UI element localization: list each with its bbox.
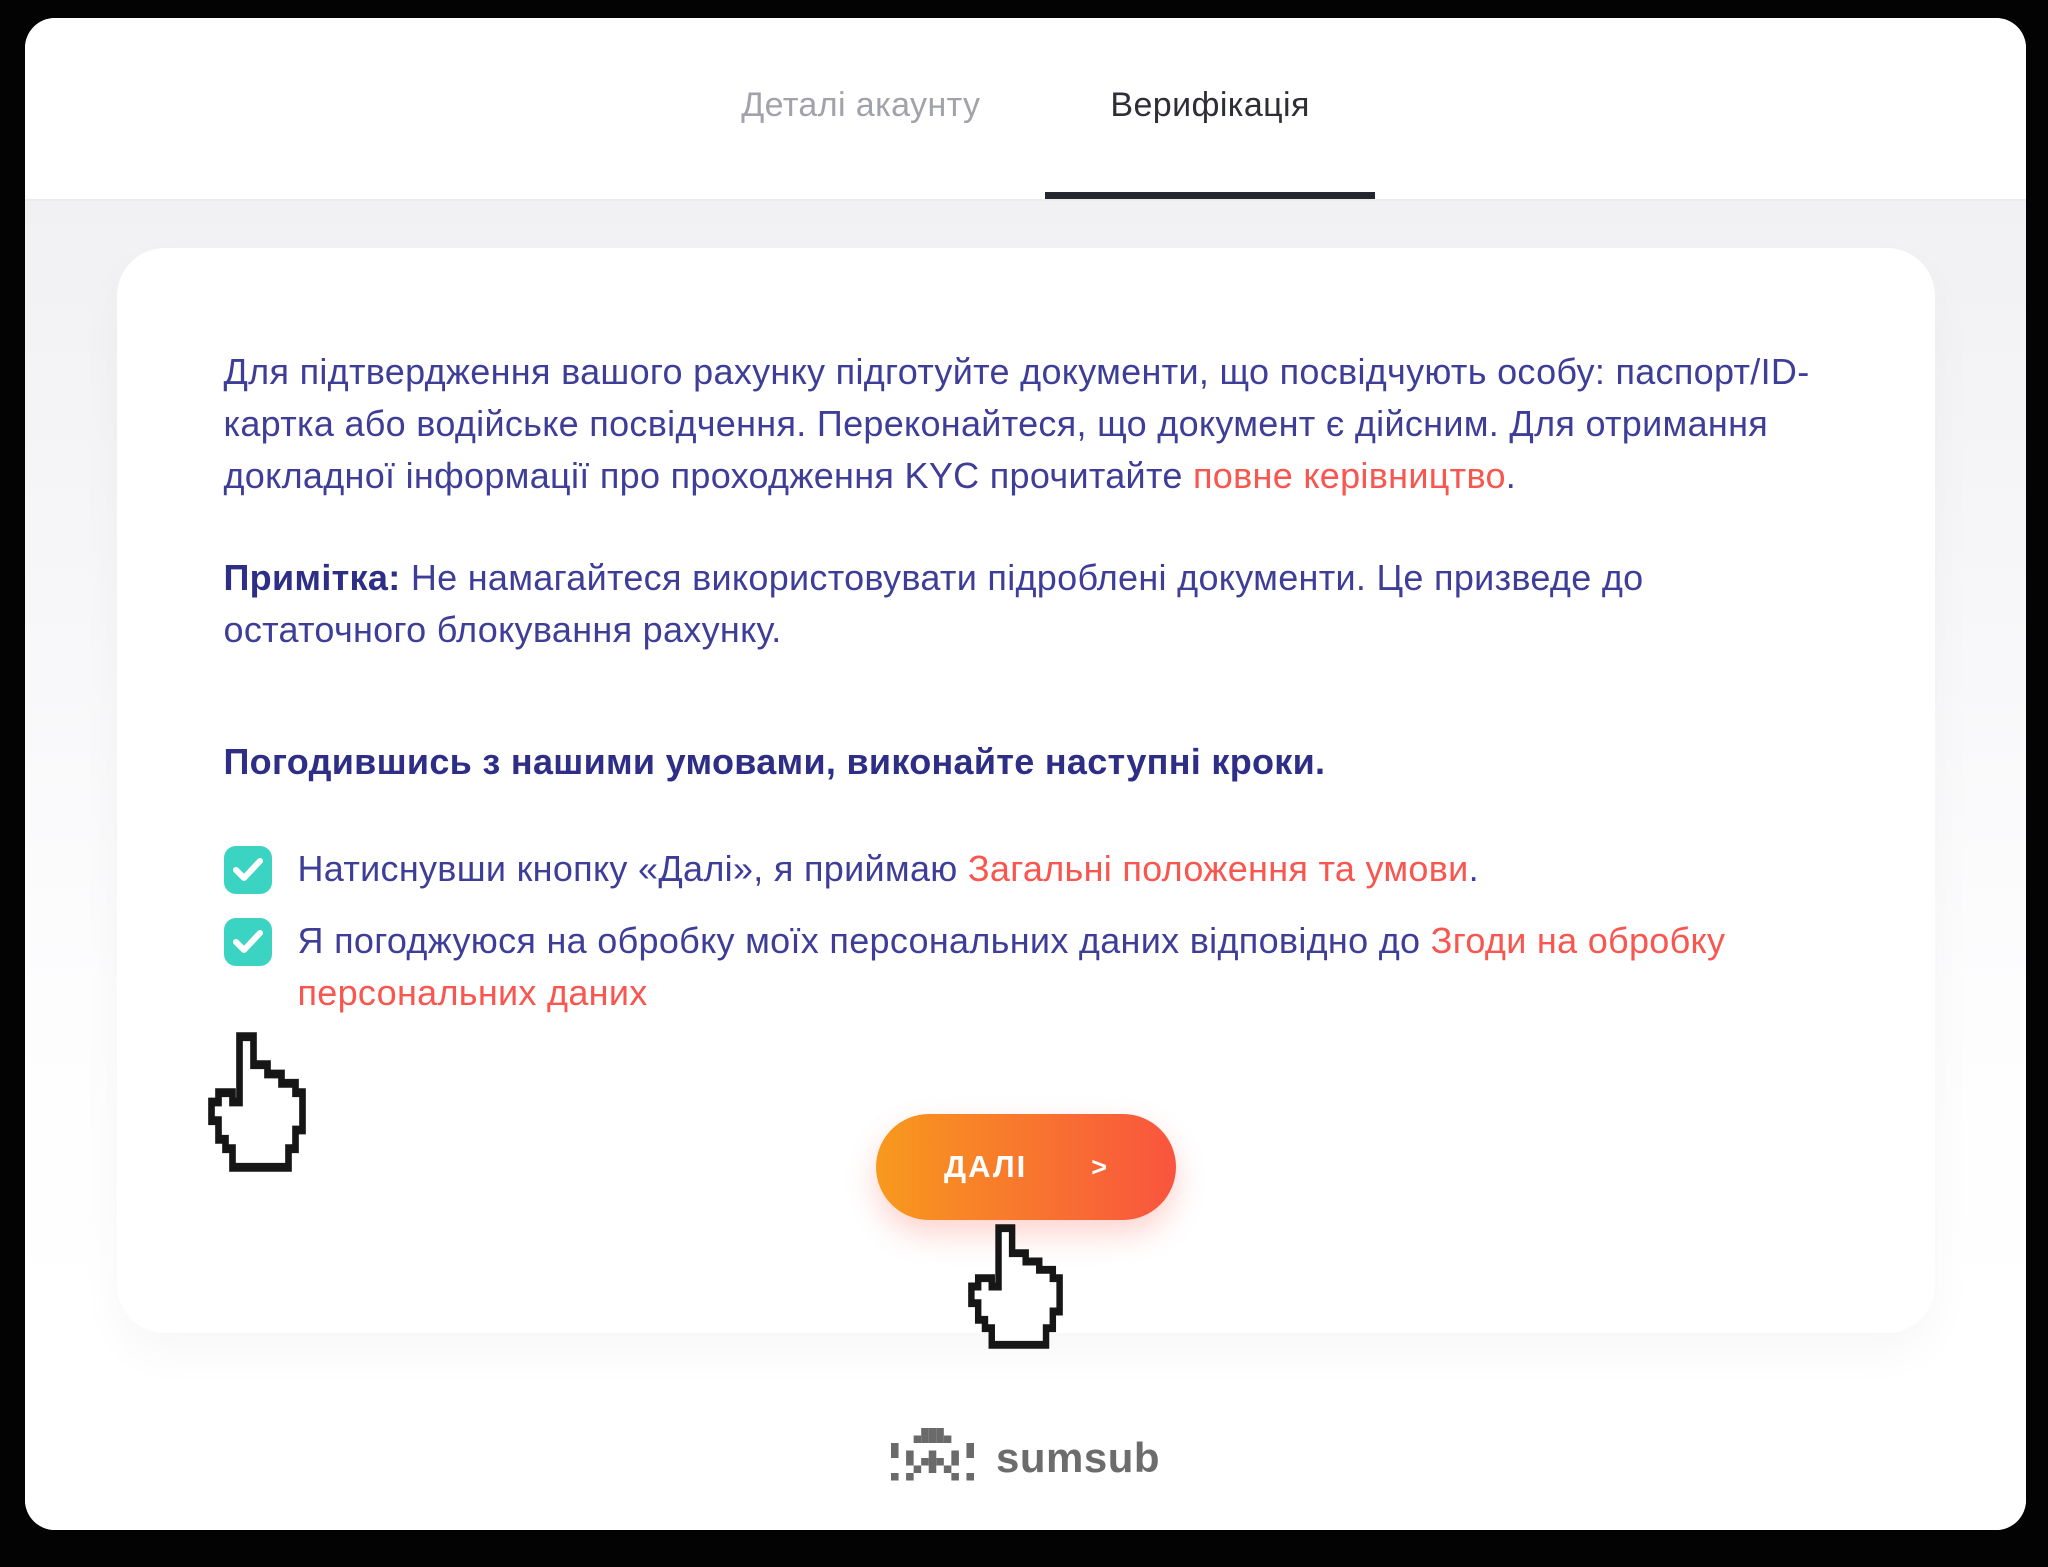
terms-text: Натиснувши кнопку «Далі», я приймаю [297, 848, 968, 889]
button-row [224, 1114, 1828, 1220]
arrow-right-icon: > [1091, 1151, 1107, 1182]
terms-suffix: . [1468, 848, 1479, 889]
footer-brand [25, 1428, 2026, 1488]
note-text: Не намагайтеся використовувати підроблені документи. Це призведе до остаточного блокування рахунку. [223, 557, 1644, 650]
sumsub-robot-icon [891, 1428, 974, 1488]
terms-link[interactable]: Загальні положення та умови [967, 848, 1469, 889]
tab-verification[interactable]: Верифікація [1045, 18, 1374, 199]
steps-heading: Погодившись з нашими умовами, виконайте наступні кроки. [223, 741, 1326, 782]
terms-checkbox-row[interactable] [224, 843, 1828, 895]
checkmark-icon [233, 858, 263, 882]
terms-checkbox-label [298, 843, 1479, 895]
verification-card [117, 248, 1935, 1333]
consent-checkbox-label [298, 915, 1828, 1019]
content-area [25, 201, 2026, 1530]
full-guide-link[interactable]: повне керівництво [1192, 455, 1506, 496]
checkbox-checked-icon[interactable] [224, 846, 272, 894]
brand-name: sumsub [995, 1434, 1161, 1481]
checkbox-checked-icon[interactable] [224, 918, 272, 966]
intro-paragraph [224, 346, 1828, 502]
intro-text: Для підтвердження вашого рахунку підготуйте документи, що посвідчують особу: паспорт/ID-картка або водійське посвідчення. Переконайтеся, що документ є дійсним. Для отримання докладної інформації про проходження KYC прочитайте [223, 351, 1810, 496]
consent-text: Я погоджуюся на обробку моїх персональних даних відповідно до [297, 920, 1431, 961]
personal-data-consent-link[interactable]: Згоди на обробку персональних даних [297, 920, 1726, 1013]
intro-suffix: . [1505, 455, 1517, 496]
tab-bar [25, 18, 2026, 201]
next-button-label: ДАЛІ [944, 1149, 1028, 1184]
next-button[interactable] [876, 1114, 1176, 1220]
verification-window [25, 18, 2026, 1530]
consent-checkbox-row[interactable] [224, 915, 1828, 1019]
note-paragraph [224, 552, 1828, 656]
checkbox-list [224, 843, 1828, 1019]
checkmark-icon [233, 930, 263, 954]
note-label: Примітка: [223, 557, 401, 598]
tab-account-details[interactable]: Деталі акаунту [741, 85, 981, 124]
